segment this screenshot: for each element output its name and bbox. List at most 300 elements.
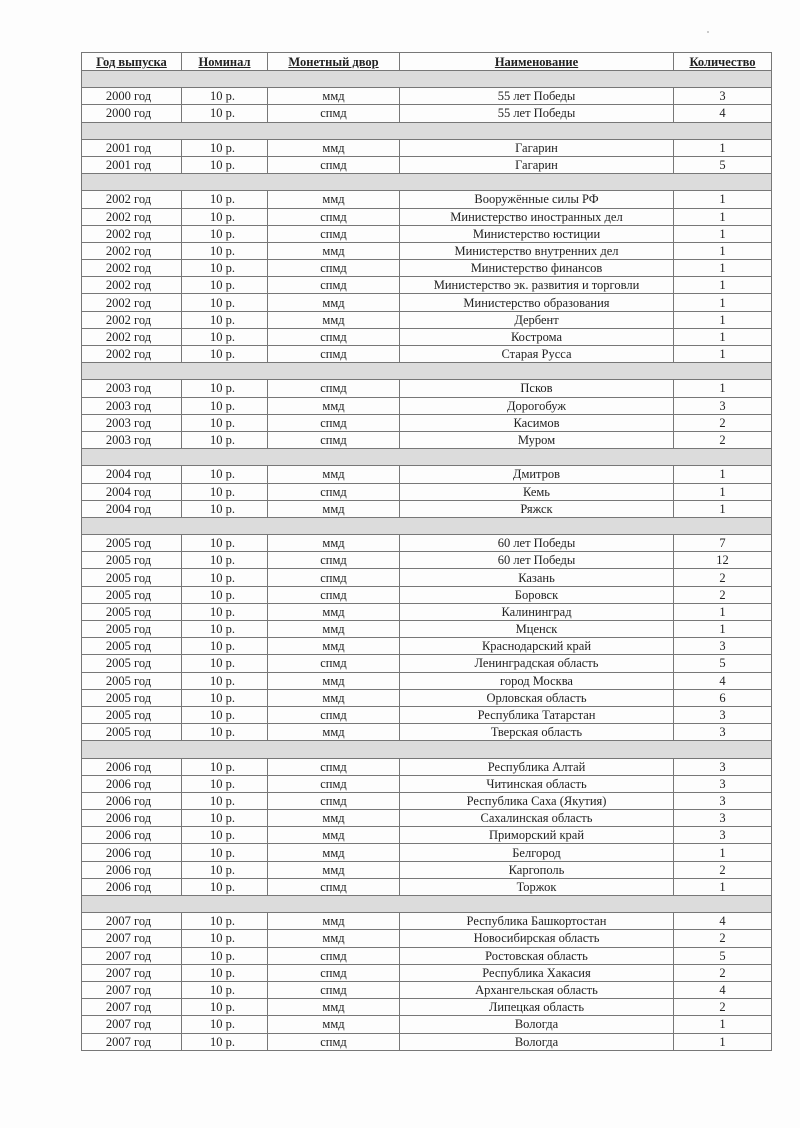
year-separator-row <box>82 71 772 88</box>
cell-name: Псков <box>400 380 674 397</box>
cell-mint: ммд <box>268 535 400 552</box>
cell-quantity: 2 <box>674 964 772 981</box>
cell-year: 2006 год <box>82 758 182 775</box>
cell-mint: ммд <box>268 913 400 930</box>
cell-quantity: 3 <box>674 810 772 827</box>
cell-mint: ммд <box>268 930 400 947</box>
cell-quantity: 3 <box>674 775 772 792</box>
cell-mint: ммд <box>268 311 400 328</box>
table-row <box>82 810 772 827</box>
cell-mint: спмд <box>268 981 400 998</box>
cell-year: 2005 год <box>82 621 182 638</box>
cell-name: Читинская область <box>400 775 674 792</box>
cell-year: 2005 год <box>82 655 182 672</box>
cell-name: Боровск <box>400 586 674 603</box>
cell-mint: спмд <box>268 483 400 500</box>
table-row <box>82 242 772 259</box>
cell-nominal: 10 р. <box>182 156 268 173</box>
table-row <box>82 569 772 586</box>
cell-nominal: 10 р. <box>182 535 268 552</box>
cell-mint: спмд <box>268 569 400 586</box>
cell-mint: ммд <box>268 191 400 208</box>
cell-name: Калининград <box>400 603 674 620</box>
cell-year: 2002 год <box>82 260 182 277</box>
cell-nominal: 10 р. <box>182 603 268 620</box>
cell-year: 2007 год <box>82 981 182 998</box>
cell-nominal: 10 р. <box>182 999 268 1016</box>
cell-nominal: 10 р. <box>182 947 268 964</box>
cell-year: 2006 год <box>82 792 182 809</box>
cell-mint: ммд <box>268 810 400 827</box>
cell-quantity: 5 <box>674 156 772 173</box>
table-row <box>82 792 772 809</box>
cell-year: 2002 год <box>82 346 182 363</box>
cell-year: 2007 год <box>82 1033 182 1050</box>
cell-quantity: 1 <box>674 294 772 311</box>
cell-nominal: 10 р. <box>182 191 268 208</box>
cell-nominal: 10 р. <box>182 139 268 156</box>
cell-quantity: 1 <box>674 844 772 861</box>
cell-mint: ммд <box>268 689 400 706</box>
year-separator-row <box>82 122 772 139</box>
cell-name: Республика Татарстан <box>400 706 674 723</box>
cell-year: 2006 год <box>82 878 182 895</box>
cell-quantity: 5 <box>674 655 772 672</box>
separator-cell <box>182 174 268 191</box>
cell-quantity: 12 <box>674 552 772 569</box>
cell-name: Каргополь <box>400 861 674 878</box>
table-row <box>82 552 772 569</box>
separator-cell <box>82 174 182 191</box>
cell-mint: ммд <box>268 672 400 689</box>
cell-quantity: 2 <box>674 431 772 448</box>
cell-name: Казань <box>400 569 674 586</box>
cell-year: 2005 год <box>82 603 182 620</box>
cell-name: Мценск <box>400 621 674 638</box>
cell-year: 2003 год <box>82 414 182 431</box>
cell-mint: ммд <box>268 621 400 638</box>
cell-year: 2005 год <box>82 638 182 655</box>
cell-nominal: 10 р. <box>182 260 268 277</box>
cell-year: 2002 год <box>82 311 182 328</box>
cell-nominal: 10 р. <box>182 844 268 861</box>
cell-quantity: 4 <box>674 981 772 998</box>
cell-year: 2004 год <box>82 483 182 500</box>
cell-quantity: 4 <box>674 105 772 122</box>
separator-cell <box>182 741 268 758</box>
separator-cell <box>268 363 400 380</box>
separator-cell <box>268 896 400 913</box>
cell-nominal: 10 р. <box>182 294 268 311</box>
year-separator-row <box>82 517 772 534</box>
cell-quantity: 1 <box>674 878 772 895</box>
cell-name: Министерство финансов <box>400 260 674 277</box>
cell-year: 2007 год <box>82 1016 182 1033</box>
separator-cell <box>82 71 182 88</box>
table-row <box>82 483 772 500</box>
cell-nominal: 10 р. <box>182 964 268 981</box>
cell-name: Вологда <box>400 1033 674 1050</box>
cell-mint: ммд <box>268 242 400 259</box>
cell-year: 2007 год <box>82 947 182 964</box>
cell-quantity: 1 <box>674 346 772 363</box>
cell-name: Республика Хакасия <box>400 964 674 981</box>
cell-nominal: 10 р. <box>182 724 268 741</box>
cell-quantity: 1 <box>674 466 772 483</box>
cell-year: 2005 год <box>82 535 182 552</box>
cell-name: 60 лет Победы <box>400 552 674 569</box>
table-row <box>82 311 772 328</box>
cell-nominal: 10 р. <box>182 397 268 414</box>
cell-mint: спмд <box>268 156 400 173</box>
cell-quantity: 1 <box>674 225 772 242</box>
cell-year: 2005 год <box>82 706 182 723</box>
table-row <box>82 346 772 363</box>
cell-name: Белгород <box>400 844 674 861</box>
cell-nominal: 10 р. <box>182 88 268 105</box>
cell-mint: ммд <box>268 999 400 1016</box>
cell-quantity: 2 <box>674 999 772 1016</box>
cell-mint: ммд <box>268 294 400 311</box>
separator-cell <box>182 363 268 380</box>
cell-name: Торжок <box>400 878 674 895</box>
cell-mint: спмд <box>268 328 400 345</box>
cell-quantity: 1 <box>674 328 772 345</box>
cell-nominal: 10 р. <box>182 105 268 122</box>
cell-quantity: 1 <box>674 139 772 156</box>
table-row <box>82 1016 772 1033</box>
cell-nominal: 10 р. <box>182 878 268 895</box>
cell-name: город Москва <box>400 672 674 689</box>
cell-mint: спмд <box>268 346 400 363</box>
separator-cell <box>182 517 268 534</box>
cell-year: 2002 год <box>82 242 182 259</box>
separator-cell <box>400 517 674 534</box>
separator-cell <box>268 741 400 758</box>
table-row <box>82 758 772 775</box>
cell-mint: спмд <box>268 552 400 569</box>
table-row <box>82 878 772 895</box>
cell-mint: ммд <box>268 139 400 156</box>
separator-cell <box>182 71 268 88</box>
cell-mint: спмд <box>268 208 400 225</box>
separator-cell <box>674 363 772 380</box>
separator-cell <box>674 517 772 534</box>
cell-quantity: 1 <box>674 500 772 517</box>
cell-nominal: 10 р. <box>182 500 268 517</box>
table-row <box>82 621 772 638</box>
cell-nominal: 10 р. <box>182 655 268 672</box>
cell-name: Липецкая область <box>400 999 674 1016</box>
table-row <box>82 672 772 689</box>
cell-quantity: 6 <box>674 689 772 706</box>
cell-nominal: 10 р. <box>182 586 268 603</box>
cell-year: 2003 год <box>82 380 182 397</box>
cell-nominal: 10 р. <box>182 827 268 844</box>
cell-year: 2006 год <box>82 775 182 792</box>
cell-name: Министерство образования <box>400 294 674 311</box>
cell-quantity: 2 <box>674 569 772 586</box>
cell-quantity: 1 <box>674 380 772 397</box>
table-row <box>82 913 772 930</box>
table-row <box>82 827 772 844</box>
header-name: Наименование <box>400 53 674 71</box>
cell-nominal: 10 р. <box>182 552 268 569</box>
cell-name: Дорогобуж <box>400 397 674 414</box>
cell-mint: ммд <box>268 397 400 414</box>
separator-cell <box>674 174 772 191</box>
cell-year: 2002 год <box>82 225 182 242</box>
separator-cell <box>182 896 268 913</box>
cell-name: Республика Алтай <box>400 758 674 775</box>
cell-quantity: 1 <box>674 483 772 500</box>
cell-nominal: 10 р. <box>182 672 268 689</box>
cell-name: Гагарин <box>400 156 674 173</box>
cell-mint: спмд <box>268 706 400 723</box>
cell-year: 2002 год <box>82 328 182 345</box>
cell-mint: ммд <box>268 827 400 844</box>
separator-cell <box>82 449 182 466</box>
separator-cell <box>400 71 674 88</box>
cell-name: Дмитров <box>400 466 674 483</box>
header-quantity: Количество <box>674 53 772 71</box>
cell-quantity: 4 <box>674 913 772 930</box>
separator-cell <box>674 896 772 913</box>
cell-year: 2000 год <box>82 105 182 122</box>
cell-quantity: 2 <box>674 930 772 947</box>
table-row <box>82 328 772 345</box>
separator-cell <box>82 741 182 758</box>
cell-year: 2005 год <box>82 586 182 603</box>
table-row <box>82 655 772 672</box>
cell-nominal: 10 р. <box>182 638 268 655</box>
separator-cell <box>674 449 772 466</box>
table-row <box>82 999 772 1016</box>
cell-mint: ммд <box>268 466 400 483</box>
separator-cell <box>182 449 268 466</box>
header-row <box>82 53 772 71</box>
cell-mint: ммд <box>268 1016 400 1033</box>
cell-quantity: 3 <box>674 397 772 414</box>
cell-nominal: 10 р. <box>182 1033 268 1050</box>
separator-cell <box>82 896 182 913</box>
header-year: Год выпуска <box>82 53 182 71</box>
cell-year: 2002 год <box>82 191 182 208</box>
cell-name: Республика Башкортостан <box>400 913 674 930</box>
cell-year: 2005 год <box>82 689 182 706</box>
table-row <box>82 844 772 861</box>
cell-year: 2006 год <box>82 861 182 878</box>
cell-year: 2007 год <box>82 930 182 947</box>
cell-mint: ммд <box>268 88 400 105</box>
cell-quantity: 1 <box>674 242 772 259</box>
cell-year: 2002 год <box>82 294 182 311</box>
year-separator-row <box>82 449 772 466</box>
cell-mint: ммд <box>268 724 400 741</box>
cell-mint: спмд <box>268 775 400 792</box>
cell-name: Старая Русса <box>400 346 674 363</box>
cell-year: 2004 год <box>82 466 182 483</box>
table-row <box>82 105 772 122</box>
cell-name: Кострома <box>400 328 674 345</box>
cell-quantity: 2 <box>674 861 772 878</box>
table-row <box>82 981 772 998</box>
coin-table <box>81 52 772 1051</box>
cell-mint: спмд <box>268 260 400 277</box>
cell-year: 2005 год <box>82 672 182 689</box>
table-row <box>82 964 772 981</box>
cell-year: 2002 год <box>82 277 182 294</box>
separator-cell <box>674 71 772 88</box>
cell-mint: спмд <box>268 655 400 672</box>
cell-year: 2003 год <box>82 397 182 414</box>
cell-quantity: 2 <box>674 414 772 431</box>
cell-nominal: 10 р. <box>182 758 268 775</box>
cell-nominal: 10 р. <box>182 775 268 792</box>
cell-nominal: 10 р. <box>182 861 268 878</box>
cell-name: Сахалинская область <box>400 810 674 827</box>
table-row <box>82 277 772 294</box>
cell-nominal: 10 р. <box>182 621 268 638</box>
cell-nominal: 10 р. <box>182 792 268 809</box>
cell-quantity: 2 <box>674 586 772 603</box>
table-row <box>82 225 772 242</box>
cell-nominal: 10 р. <box>182 225 268 242</box>
cell-nominal: 10 р. <box>182 981 268 998</box>
cell-quantity: 1 <box>674 260 772 277</box>
scan-speck <box>707 31 709 33</box>
year-separator-row <box>82 363 772 380</box>
cell-nominal: 10 р. <box>182 431 268 448</box>
cell-name: 55 лет Победы <box>400 88 674 105</box>
cell-mint: спмд <box>268 105 400 122</box>
year-separator-row <box>82 174 772 191</box>
table-row <box>82 500 772 517</box>
table-row <box>82 414 772 431</box>
separator-cell <box>182 122 268 139</box>
cell-name: Республика Саха (Якутия) <box>400 792 674 809</box>
cell-year: 2006 год <box>82 844 182 861</box>
cell-name: Ряжск <box>400 500 674 517</box>
cell-year: 2007 год <box>82 964 182 981</box>
cell-year: 2007 год <box>82 999 182 1016</box>
cell-year: 2000 год <box>82 88 182 105</box>
cell-nominal: 10 р. <box>182 311 268 328</box>
separator-cell <box>400 122 674 139</box>
cell-mint: ммд <box>268 638 400 655</box>
cell-mint: ммд <box>268 844 400 861</box>
separator-cell <box>400 449 674 466</box>
table-row <box>82 397 772 414</box>
table-row <box>82 603 772 620</box>
cell-quantity: 1 <box>674 208 772 225</box>
cell-name: Кемь <box>400 483 674 500</box>
cell-mint: спмд <box>268 225 400 242</box>
cell-name: Архангельская область <box>400 981 674 998</box>
cell-year: 2004 год <box>82 500 182 517</box>
table-row <box>82 139 772 156</box>
table-row <box>82 930 772 947</box>
cell-name: Орловская область <box>400 689 674 706</box>
separator-cell <box>268 517 400 534</box>
table-row <box>82 724 772 741</box>
cell-nominal: 10 р. <box>182 346 268 363</box>
cell-mint: спмд <box>268 431 400 448</box>
cell-name: Гагарин <box>400 139 674 156</box>
header-mint: Монетный двор <box>268 53 400 71</box>
table-row <box>82 638 772 655</box>
cell-quantity: 3 <box>674 792 772 809</box>
cell-mint: спмд <box>268 758 400 775</box>
table-row <box>82 466 772 483</box>
table-row <box>82 191 772 208</box>
cell-quantity: 1 <box>674 603 772 620</box>
header-nominal: Номинал <box>182 53 268 71</box>
table-row <box>82 1033 772 1050</box>
cell-name: Краснодарский край <box>400 638 674 655</box>
separator-cell <box>400 896 674 913</box>
table-row <box>82 775 772 792</box>
table-row <box>82 706 772 723</box>
cell-year: 2001 год <box>82 139 182 156</box>
separator-cell <box>674 122 772 139</box>
cell-quantity: 7 <box>674 535 772 552</box>
cell-year: 2005 год <box>82 724 182 741</box>
cell-quantity: 4 <box>674 672 772 689</box>
table-row <box>82 380 772 397</box>
separator-cell <box>268 71 400 88</box>
cell-quantity: 3 <box>674 724 772 741</box>
cell-quantity: 1 <box>674 1016 772 1033</box>
separator-cell <box>82 363 182 380</box>
cell-name: Вологда <box>400 1016 674 1033</box>
cell-name: Министерство внутренних дел <box>400 242 674 259</box>
cell-nominal: 10 р. <box>182 810 268 827</box>
cell-name: Ленинградская область <box>400 655 674 672</box>
cell-year: 2006 год <box>82 810 182 827</box>
cell-quantity: 1 <box>674 621 772 638</box>
cell-name: Новосибирская область <box>400 930 674 947</box>
cell-year: 2007 год <box>82 913 182 930</box>
cell-quantity: 3 <box>674 758 772 775</box>
cell-nominal: 10 р. <box>182 1016 268 1033</box>
cell-nominal: 10 р. <box>182 913 268 930</box>
cell-mint: спмд <box>268 380 400 397</box>
cell-nominal: 10 р. <box>182 242 268 259</box>
cell-nominal: 10 р. <box>182 706 268 723</box>
cell-name: Приморский край <box>400 827 674 844</box>
cell-nominal: 10 р. <box>182 466 268 483</box>
cell-quantity: 3 <box>674 706 772 723</box>
table-body <box>82 71 772 1051</box>
cell-nominal: 10 р. <box>182 208 268 225</box>
cell-name: 55 лет Победы <box>400 105 674 122</box>
cell-mint: ммд <box>268 603 400 620</box>
cell-year: 2002 год <box>82 208 182 225</box>
table-row <box>82 208 772 225</box>
cell-nominal: 10 р. <box>182 689 268 706</box>
separator-cell <box>82 517 182 534</box>
cell-mint: спмд <box>268 964 400 981</box>
table-row <box>82 586 772 603</box>
cell-quantity: 3 <box>674 827 772 844</box>
table-row <box>82 535 772 552</box>
cell-mint: спмд <box>268 1033 400 1050</box>
cell-name: Дербент <box>400 311 674 328</box>
cell-nominal: 10 р. <box>182 328 268 345</box>
separator-cell <box>400 363 674 380</box>
cell-quantity: 3 <box>674 638 772 655</box>
